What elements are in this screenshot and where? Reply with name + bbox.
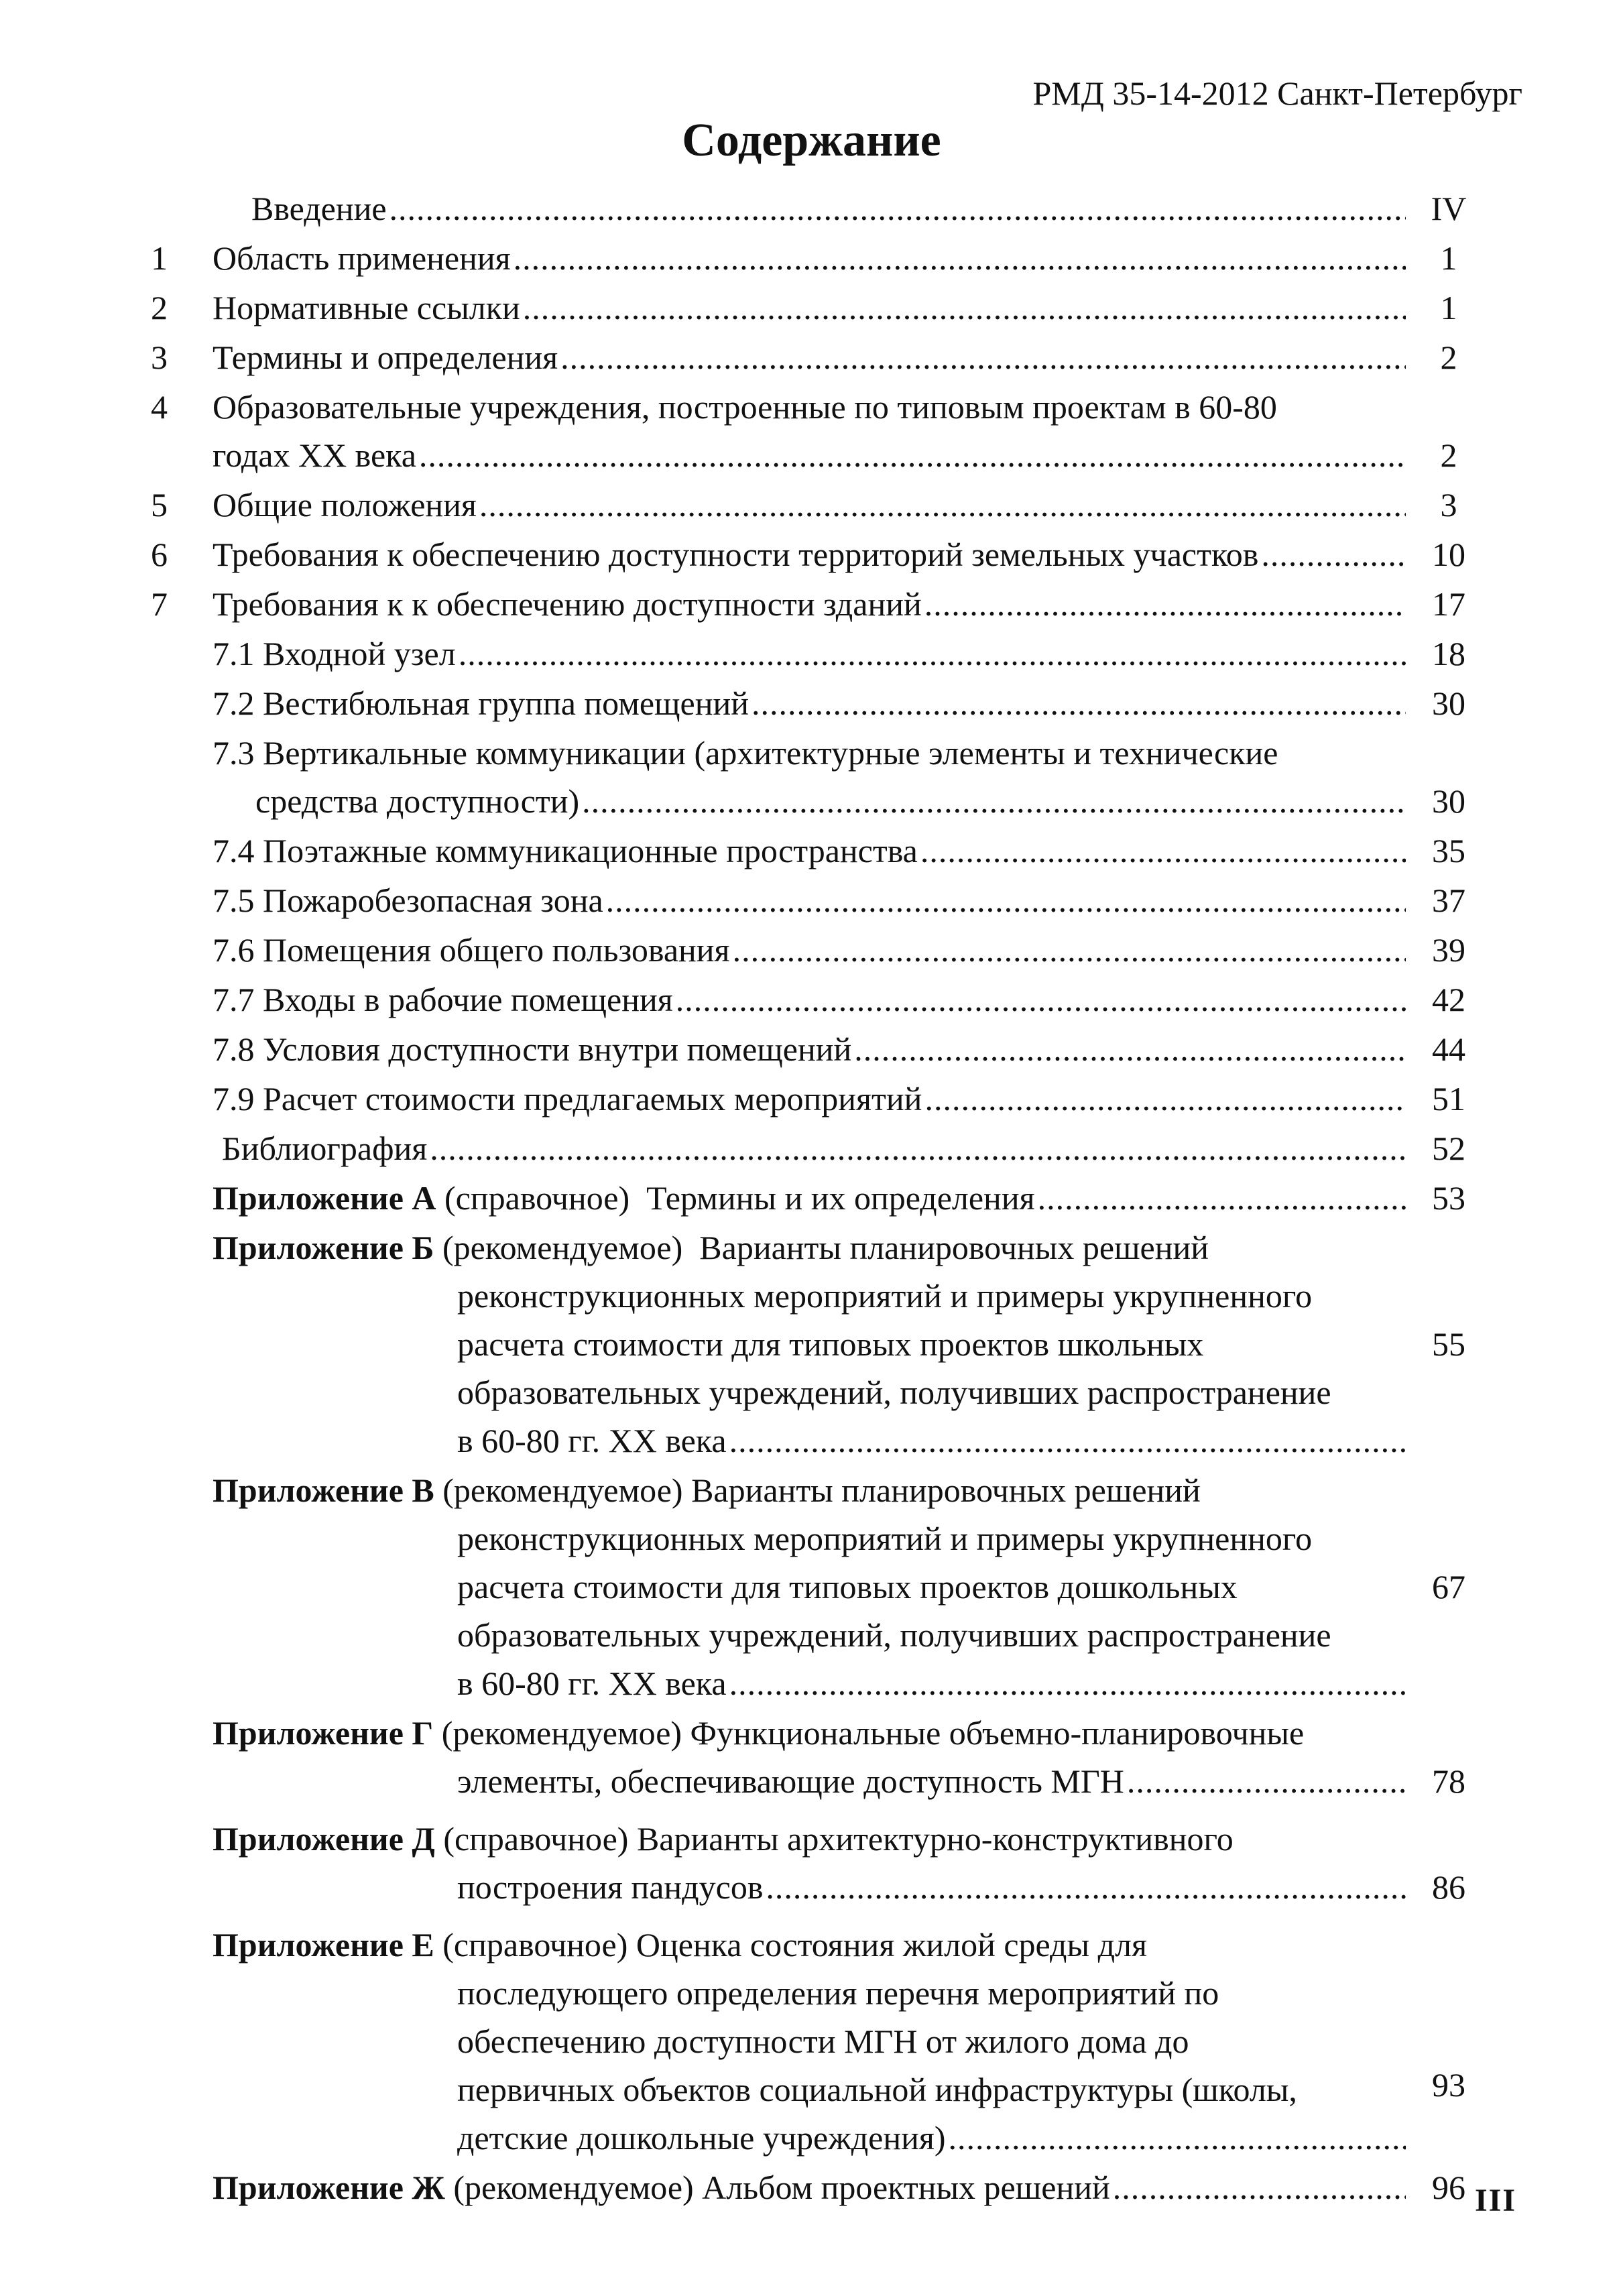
toc-page-number: 53 [1432, 1179, 1465, 1217]
toc-page-number: 51 [1432, 1080, 1465, 1117]
toc-entry-intro[interactable] [151, 184, 1492, 233]
toc-entry-title: 7.6 Помещения общего пользования [213, 931, 730, 969]
appendix-title-line: последующего определения перечня мероприятий по [457, 1974, 1219, 2012]
toc-entry-title: 7.8 Условия доступности внутри помещений [213, 1030, 852, 1068]
appendix-title-line: реконструкционных мероприятий и примеры укрупненного [457, 1277, 1313, 1315]
toc-entry-title: Термины и определения [213, 339, 558, 376]
toc-page-number: 52 [1432, 1130, 1465, 1167]
appendix-title-line: построения пандусов [457, 1868, 764, 1906]
toc-section-number: 1 [151, 239, 168, 277]
toc-entry-title: 7.2 Вестибюльная группа помещений [213, 684, 749, 722]
toc-page-number: 93 [1432, 2066, 1465, 2104]
toc-entry-subsection-7-1[interactable] [151, 629, 1492, 678]
appendix-kind: (рекомендуемое) [442, 1471, 683, 1509]
toc-section-number: 2 [151, 289, 168, 326]
appendix-title-line: Термины и их определения [646, 1179, 1035, 1217]
toc-entry-subsection-7-4[interactable] [151, 827, 1492, 875]
toc-entry-section-4[interactable] [151, 383, 1492, 479]
appendix-label: Приложение Ж [213, 2169, 445, 2206]
toc-entry-title: 7.1 Входной узел [213, 635, 456, 672]
table-of-contents [151, 184, 1492, 2212]
appendix-label: Приложение Г [213, 1714, 434, 1752]
appendix-title-line: образовательных учреждений, получивших распространение [457, 1616, 1331, 1654]
appendix-title-line: элементы, обеспечивающие доступность МГН [457, 1762, 1124, 1800]
toc-section-number: 5 [151, 486, 168, 524]
toc-page-number: 2 [1440, 339, 1457, 376]
toc-page-number: 17 [1432, 585, 1465, 623]
toc-page-number: 18 [1432, 635, 1465, 672]
toc-page-number: 37 [1432, 882, 1465, 919]
toc-page-number: 30 [1432, 782, 1465, 820]
toc-entry-title: Область применения [213, 239, 511, 277]
appendix-title-line: детские дошкольные учреждения) [457, 2119, 946, 2157]
toc-page-number: 1 [1440, 239, 1457, 277]
toc-page-number: 78 [1432, 1762, 1465, 1800]
toc-entry-title: Введение [251, 190, 387, 227]
toc-entry-title: 7.4 Поэтажные коммуникационные пространства [213, 832, 918, 869]
toc-entry-appendix-a[interactable] [151, 1174, 1492, 1222]
appendix-title-line: Альбом проектных решений [702, 2169, 1110, 2206]
toc-page-number: 86 [1432, 1868, 1465, 1906]
page-title: Содержание [682, 115, 941, 166]
toc-page-number: 1 [1440, 289, 1457, 326]
appendix-label: Приложение Д [213, 1820, 435, 1858]
toc-entry-section-6[interactable] [151, 530, 1492, 579]
toc-entry-title: 7.9 Расчет стоимости предлагаемых мероприятий [213, 1080, 922, 1117]
appendix-kind: (справочное) [443, 1820, 629, 1858]
toc-entry-appendix-v[interactable] [151, 1466, 1492, 1707]
toc-page-number: 96 [1432, 2169, 1465, 2206]
toc-page-number: 39 [1432, 931, 1465, 969]
appendix-title-line: Функциональные объемно-планировочные [690, 1714, 1305, 1752]
toc-entry-title: Нормативные ссылки [213, 289, 520, 326]
appendix-title-line: образовательных учреждений, получивших распространение [457, 1374, 1331, 1411]
toc-entry-subsection-7-2[interactable] [151, 679, 1492, 727]
appendix-title-line: в 60-80 гг. XX века [457, 1665, 727, 1702]
toc-page-number: 35 [1432, 832, 1465, 869]
document-reference: РМД 35-14-2012 Санкт-Петербург [1032, 74, 1522, 112]
appendix-title-line: обеспечению доступности МГН от жилого дома до [457, 2022, 1189, 2060]
toc-entry-title: Общие положения [213, 486, 477, 524]
toc-page-number: 42 [1432, 981, 1465, 1018]
toc-entry-title: 7.5 Пожаробезопасная зона [213, 882, 603, 919]
toc-entry-appendix-g[interactable] [151, 1709, 1492, 1805]
appendix-kind: (рекомендуемое) [453, 2169, 694, 2206]
appendix-title-line: Варианты планировочных решений [699, 1229, 1209, 1266]
toc-page-number: IV [1431, 190, 1467, 227]
toc-page-number: 67 [1432, 1568, 1465, 1606]
toc-page-number: 2 [1440, 436, 1457, 474]
toc-page-number: 55 [1432, 1325, 1465, 1363]
toc-entry-section-3[interactable] [151, 333, 1492, 381]
toc-entry-title-line: 7.3 Вертикальные коммуникации (архитектурные элементы и технические [213, 734, 1278, 772]
appendix-title-line: первичных объектов социальной инфраструктуры (школы, [457, 2071, 1297, 2108]
toc-page-number: 44 [1432, 1030, 1465, 1068]
toc-page-number: 10 [1432, 536, 1465, 573]
toc-entry-subsection-7-6[interactable] [151, 926, 1492, 974]
appendix-title-line: реконструкционных мероприятий и примеры укрупненного [457, 1520, 1313, 1557]
toc-entry-title-line: годах XX века [213, 436, 416, 474]
toc-entry-appendix-e[interactable] [151, 1921, 1492, 2162]
toc-entry-title: 7.7 Входы в рабочие помещения [213, 981, 673, 1018]
toc-entry-appendix-d[interactable] [151, 1815, 1492, 1911]
toc-entry-appendix-zh[interactable] [151, 2163, 1492, 2212]
toc-section-number: 4 [151, 388, 168, 426]
appendix-title-line: Оценка состояния жилой среды для [636, 1926, 1147, 1963]
appendix-title-line: расчета стоимости для типовых проектов школьных [457, 1325, 1204, 1363]
appendix-title-line: расчета стоимости для типовых проектов дошкольных [457, 1568, 1238, 1606]
toc-entry-title: Требования к к обеспечению доступности зданий [213, 585, 922, 623]
toc-entry-subsection-7-3[interactable] [151, 729, 1492, 825]
appendix-kind: (справочное) [442, 1926, 628, 1963]
toc-entry-subsection-7-7[interactable] [151, 975, 1492, 1024]
appendix-label: Приложение А [213, 1179, 436, 1217]
toc-entry-section-7[interactable] [151, 580, 1492, 628]
appendix-kind: (справочное) [444, 1179, 630, 1217]
toc-entry-section-1[interactable] [151, 234, 1492, 282]
toc-entry-bibliography[interactable] [151, 1124, 1492, 1172]
appendix-label: Приложение Е [213, 1926, 434, 1963]
toc-entry-title: Библиография [222, 1130, 428, 1167]
toc-entry-subsection-7-8[interactable] [151, 1025, 1492, 1073]
toc-entry-appendix-b[interactable] [151, 1223, 1492, 1465]
toc-entry-title-line: Образовательные учреждения, построенные по типовым проектам в 60-80 [213, 388, 1277, 426]
toc-section-number: 7 [151, 585, 168, 623]
toc-entry-title-line: средства доступности) [255, 782, 580, 820]
toc-section-number: 6 [151, 536, 168, 573]
toc-section-number: 3 [151, 339, 168, 376]
appendix-label: Приложение Б [213, 1229, 434, 1266]
appendix-title-line: Варианты архитектурно-конструктивного [636, 1820, 1234, 1858]
toc-entry-subsection-7-9[interactable] [151, 1075, 1492, 1123]
toc-entry-section-2[interactable] [151, 284, 1492, 332]
appendix-label: Приложение В [213, 1471, 434, 1509]
appendix-title-line: Варианты планировочных решений [691, 1471, 1201, 1509]
appendix-title-line: в 60-80 гг. XX века [457, 1422, 727, 1459]
toc-entry-section-5[interactable] [151, 481, 1492, 529]
appendix-kind: (рекомендуемое) [441, 1714, 682, 1752]
page-folio: III [1475, 2183, 1517, 2218]
toc-page-number: 3 [1440, 486, 1457, 524]
appendix-kind: (рекомендуемое) [442, 1229, 683, 1266]
toc-entry-title: Требования к обеспечению доступности территорий земельных участков [213, 536, 1259, 573]
toc-page-number: 30 [1432, 684, 1465, 722]
toc-entry-subsection-7-5[interactable] [151, 876, 1492, 924]
